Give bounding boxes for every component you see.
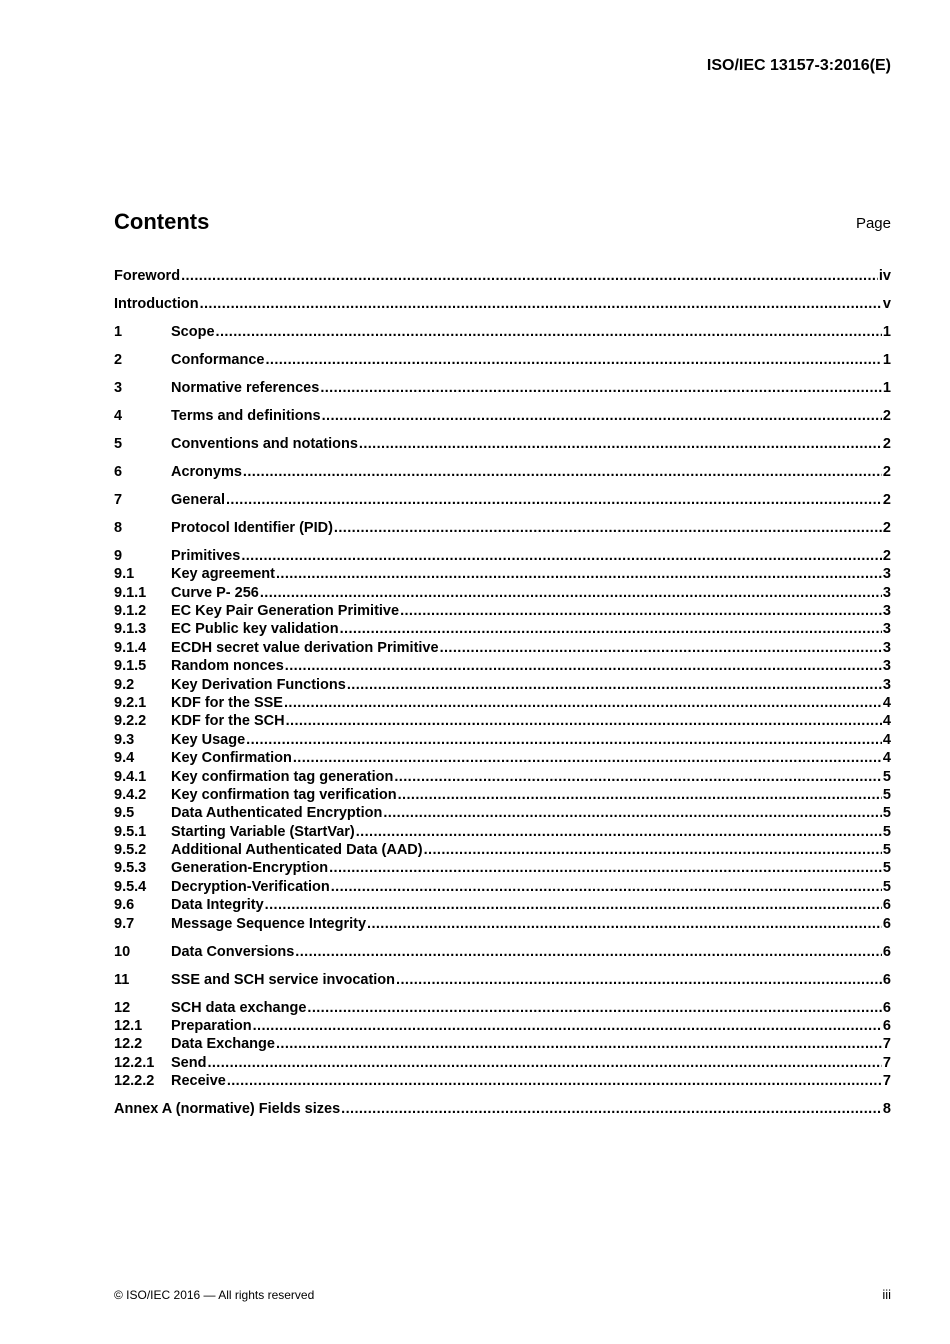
toc-entry-title: Scope <box>171 323 215 340</box>
toc-entry-page: 6 <box>882 971 891 988</box>
toc-entry-title: Message Sequence Integrity <box>171 915 367 932</box>
toc-entry-page: 3 <box>882 566 891 583</box>
toc-entry-title: EC Key Pair Generation Primitive <box>171 603 400 620</box>
toc-entry[interactable] <box>114 768 891 786</box>
toc-entry-number: 10 <box>114 943 131 960</box>
toc-entry[interactable] <box>114 519 891 537</box>
toc-entry-page: 2 <box>882 463 891 480</box>
toc-entry-title: KDF for the SCH <box>171 713 285 730</box>
toc-entry[interactable] <box>114 943 891 961</box>
toc-entry-number: 9.4.2 <box>114 786 147 803</box>
toc-dot-leader <box>398 786 882 804</box>
toc-entry[interactable] <box>114 267 891 285</box>
toc-entry-number: 6 <box>114 463 123 480</box>
toc-entry-page: 2 <box>882 491 891 508</box>
toc-entry[interactable] <box>114 804 891 822</box>
toc-entry-title: Conformance <box>171 351 265 368</box>
toc-entry[interactable] <box>114 1054 891 1072</box>
toc-entry-title: SSE and SCH service invocation <box>171 971 396 988</box>
toc-dot-leader <box>396 971 882 989</box>
toc-entry-page: 3 <box>882 676 891 693</box>
toc-entry-page: 8 <box>882 1101 891 1118</box>
toc-entry-number: 12.2.1 <box>114 1054 155 1071</box>
toc-entry-title: Data Exchange <box>171 1036 275 1053</box>
toc-entry-number: 3 <box>114 379 123 396</box>
toc-entry-number: 9.1.1 <box>114 584 147 601</box>
toc-dot-leader <box>276 565 882 583</box>
toc-entry-title: Key Confirmation <box>171 750 292 767</box>
toc-entry-title: Acronyms <box>171 463 242 480</box>
toc-entry[interactable] <box>114 694 891 712</box>
footer-copyright: © ISO/IEC 2016 — All rights reserved <box>114 1288 315 1302</box>
toc-entry-title: Introduction <box>114 295 199 312</box>
toc-dot-leader <box>383 804 882 822</box>
toc-entry-number: 9.1.3 <box>114 621 147 638</box>
toc-dot-leader <box>227 1072 882 1090</box>
toc-entry-title: Random nonces <box>171 658 284 675</box>
toc-entry-number: 11 <box>114 971 130 988</box>
toc-entry[interactable] <box>114 823 891 841</box>
toc-entry-title: KDF for the SSE <box>171 694 283 711</box>
toc-entry-title: Primitives <box>171 547 241 564</box>
toc-dot-leader <box>394 768 882 786</box>
toc-entry[interactable] <box>114 547 891 565</box>
toc-dot-leader <box>295 943 882 961</box>
toc-entry-number: 9.4.1 <box>114 768 147 785</box>
toc-entry-number: 9.5.1 <box>114 823 147 840</box>
toc-dot-leader <box>246 731 882 749</box>
footer-page-number: iii <box>882 1287 891 1302</box>
toc-entry-number: 9.2.2 <box>114 713 147 730</box>
toc-entry-page: 6 <box>882 943 891 960</box>
toc-dot-leader <box>265 896 882 914</box>
toc-entry-page: 5 <box>882 805 891 822</box>
toc-entry-number: 9.1.2 <box>114 603 147 620</box>
toc-entry-title: Receive <box>171 1073 226 1090</box>
toc-dot-leader <box>181 267 878 285</box>
toc-entry[interactable] <box>114 1072 891 1090</box>
toc-entry-title: Key agreement <box>171 566 275 583</box>
toc-entry[interactable] <box>114 295 891 313</box>
toc-dot-leader <box>307 999 882 1017</box>
toc-entry-page: 2 <box>882 547 891 564</box>
toc-dot-leader <box>359 435 882 453</box>
toc-dot-leader <box>285 657 882 675</box>
toc-entry[interactable] <box>114 323 891 341</box>
toc-entry-title: Send <box>171 1054 207 1071</box>
toc-entry-page: 7 <box>882 1054 891 1071</box>
toc-entry-number: 4 <box>114 407 123 424</box>
document-id: ISO/IEC 13157-3:2016(E) <box>706 57 891 74</box>
toc-entry-title: Conventions and notations <box>171 435 358 452</box>
toc-entry-page: 6 <box>882 915 891 932</box>
toc-dot-leader <box>200 295 882 313</box>
toc-entry-page: 4 <box>882 750 891 767</box>
toc-dot-leader <box>400 602 882 620</box>
toc-entry-page: 1 <box>882 379 891 396</box>
toc-entry-number: 2 <box>114 351 123 368</box>
toc-entry-number: 9.2 <box>114 676 135 693</box>
toc-dot-leader <box>286 712 882 730</box>
toc-entry-title: Starting Variable (StartVar) <box>171 823 355 840</box>
toc-entry[interactable] <box>114 971 891 989</box>
toc-entry-number: 12.2 <box>114 1036 143 1053</box>
toc-entry[interactable] <box>114 602 891 620</box>
toc-entry-page: 3 <box>882 621 891 638</box>
toc-entry[interactable] <box>114 915 891 933</box>
toc-dot-leader <box>265 351 881 369</box>
toc-dot-leader <box>320 379 882 397</box>
toc-dot-leader <box>276 1035 882 1053</box>
toc-entry[interactable] <box>114 620 891 638</box>
toc-dot-leader <box>207 1054 881 1072</box>
toc-entry[interactable] <box>114 639 891 657</box>
toc-entry-page: 4 <box>882 731 891 748</box>
toc-entry-title: Annex A (normative) Fields sizes <box>114 1101 341 1118</box>
toc-entry-number: 12.2.2 <box>114 1073 155 1090</box>
toc-entry-title: Data Conversions <box>171 943 295 960</box>
table-of-contents <box>114 267 891 1119</box>
toc-entry-number: 9.5.3 <box>114 860 147 877</box>
toc-entry-number: 9.1.4 <box>114 639 147 656</box>
toc-entry-page: 2 <box>882 519 891 536</box>
toc-dot-leader <box>347 676 882 694</box>
toc-dot-leader <box>293 749 882 767</box>
toc-entry-title: EC Public key validation <box>171 621 339 638</box>
toc-entry-number: 9.2.1 <box>114 694 147 711</box>
toc-entry-title: Generation-Encryption <box>171 860 329 877</box>
toc-entry-number: 12.1 <box>114 1018 143 1034</box>
toc-entry[interactable] <box>114 712 891 730</box>
toc-entry-title: Terms and definitions <box>171 407 321 424</box>
toc-entry-number: 9 <box>114 547 123 564</box>
toc-entry-page: 1 <box>882 323 891 340</box>
toc-entry-page: 1 <box>882 351 891 368</box>
toc-entry-page: 5 <box>882 768 891 785</box>
toc-entry-page: 2 <box>882 435 891 452</box>
toc-entry-page: 5 <box>882 823 891 840</box>
toc-dot-leader <box>226 491 882 509</box>
toc-entry-number: 9.6 <box>114 897 135 914</box>
toc-entry[interactable] <box>114 657 891 675</box>
toc-entry-title: Protocol Identifier (PID) <box>171 519 333 536</box>
toc-entry-number: 8 <box>114 519 123 536</box>
toc-entry-number: 9.3 <box>114 731 135 748</box>
toc-dot-leader <box>329 859 882 877</box>
toc-dot-leader <box>243 463 882 481</box>
toc-entry-title: SCH data exchange <box>171 999 307 1016</box>
toc-entry[interactable] <box>114 435 891 453</box>
toc-entry-title: Data Integrity <box>171 897 264 914</box>
toc-entry-title: Preparation <box>171 1018 252 1034</box>
toc-dot-leader <box>440 639 882 657</box>
toc-entry[interactable] <box>114 841 891 859</box>
toc-entry[interactable] <box>114 999 891 1017</box>
toc-entry-number: 5 <box>114 435 123 452</box>
toc-entry[interactable] <box>114 463 891 481</box>
toc-entry-page: v <box>882 295 891 312</box>
toc-dot-leader <box>241 547 882 565</box>
toc-entry-number: 9.1 <box>114 566 135 583</box>
toc-entry-page: 5 <box>882 860 891 877</box>
toc-entry-page: 3 <box>882 658 891 675</box>
toc-entry[interactable] <box>114 859 891 877</box>
toc-entry-title: Key Usage <box>171 731 246 748</box>
toc-entry-title: Normative references <box>171 379 320 396</box>
toc-entry-title: Key confirmation tag verification <box>171 786 397 803</box>
toc-entry-page: 2 <box>882 407 891 424</box>
toc-dot-leader <box>331 878 882 896</box>
toc-entry-number: 7 <box>114 491 123 508</box>
toc-entry-title: ECDH secret value derivation Primitive <box>171 639 439 656</box>
toc-entry-number: 9.4 <box>114 750 135 767</box>
toc-entry-page: 3 <box>882 584 891 601</box>
toc-entry[interactable] <box>114 565 891 583</box>
toc-entry-number: 9.5.4 <box>114 878 147 895</box>
toc-entry-number: 1 <box>114 323 123 340</box>
toc-entry[interactable] <box>114 731 891 749</box>
toc-entry-title: Data Authenticated Encryption <box>171 805 383 822</box>
toc-entry-number: 9.5.2 <box>114 842 147 859</box>
toc-entry-title: Foreword <box>114 268 181 284</box>
toc-entry-page: 3 <box>882 639 891 656</box>
toc-entry[interactable] <box>114 379 891 397</box>
toc-dot-leader <box>334 519 882 537</box>
toc-entry-number: 9.1.5 <box>114 658 147 675</box>
toc-dot-leader <box>367 915 882 933</box>
toc-entry-page: 6 <box>882 999 891 1016</box>
toc-entry-page: 7 <box>882 1036 891 1053</box>
toc-entry[interactable] <box>114 1100 891 1118</box>
toc-dot-leader <box>340 620 882 638</box>
toc-dot-leader <box>253 1017 882 1035</box>
toc-entry[interactable] <box>114 676 891 694</box>
toc-dot-leader <box>341 1100 882 1118</box>
toc-entry-title: Additional Authenticated Data (AAD) <box>171 842 423 859</box>
toc-entry[interactable] <box>114 407 891 425</box>
contents-title: Contents <box>114 209 210 234</box>
toc-entry-page: 3 <box>882 603 891 620</box>
toc-entry[interactable] <box>114 351 891 369</box>
toc-entry-page: 6 <box>882 897 891 914</box>
toc-entry-page: 5 <box>882 786 891 803</box>
toc-entry[interactable] <box>114 896 891 914</box>
toc-entry-title: Curve P- 256 <box>171 584 259 601</box>
toc-dot-leader <box>322 407 882 425</box>
toc-entry[interactable] <box>114 1035 891 1053</box>
toc-entry-title: Decryption-Verification <box>171 878 330 895</box>
toc-entry-title: Key confirmation tag generation <box>171 768 394 785</box>
toc-dot-leader <box>260 584 882 602</box>
toc-dot-leader <box>284 694 882 712</box>
toc-entry[interactable] <box>114 584 891 602</box>
toc-entry[interactable] <box>114 786 891 804</box>
toc-entry[interactable] <box>114 1017 891 1035</box>
toc-entry-page: 7 <box>882 1073 891 1090</box>
toc-entry-title: General <box>171 491 225 508</box>
toc-entry-number: 9.7 <box>114 915 135 932</box>
toc-entry[interactable] <box>114 491 891 509</box>
toc-entry-number: 12 <box>114 999 131 1016</box>
toc-dot-leader <box>356 823 882 841</box>
toc-entry[interactable] <box>114 878 891 896</box>
toc-entry[interactable] <box>114 749 891 767</box>
toc-entry-title: Key Derivation Functions <box>171 676 346 693</box>
toc-dot-leader <box>424 841 882 859</box>
toc-entry-page: 4 <box>882 713 891 730</box>
toc-entry-page: 4 <box>882 694 891 711</box>
toc-entry-page: 6 <box>882 1018 891 1034</box>
toc-entry-number: 9.5 <box>114 805 135 822</box>
toc-dot-leader <box>216 323 882 341</box>
toc-entry-page: 5 <box>882 842 891 859</box>
page-column-label: Page <box>855 215 891 232</box>
toc-entry-page: 5 <box>882 878 891 895</box>
toc-entry-page: iv <box>878 268 891 284</box>
